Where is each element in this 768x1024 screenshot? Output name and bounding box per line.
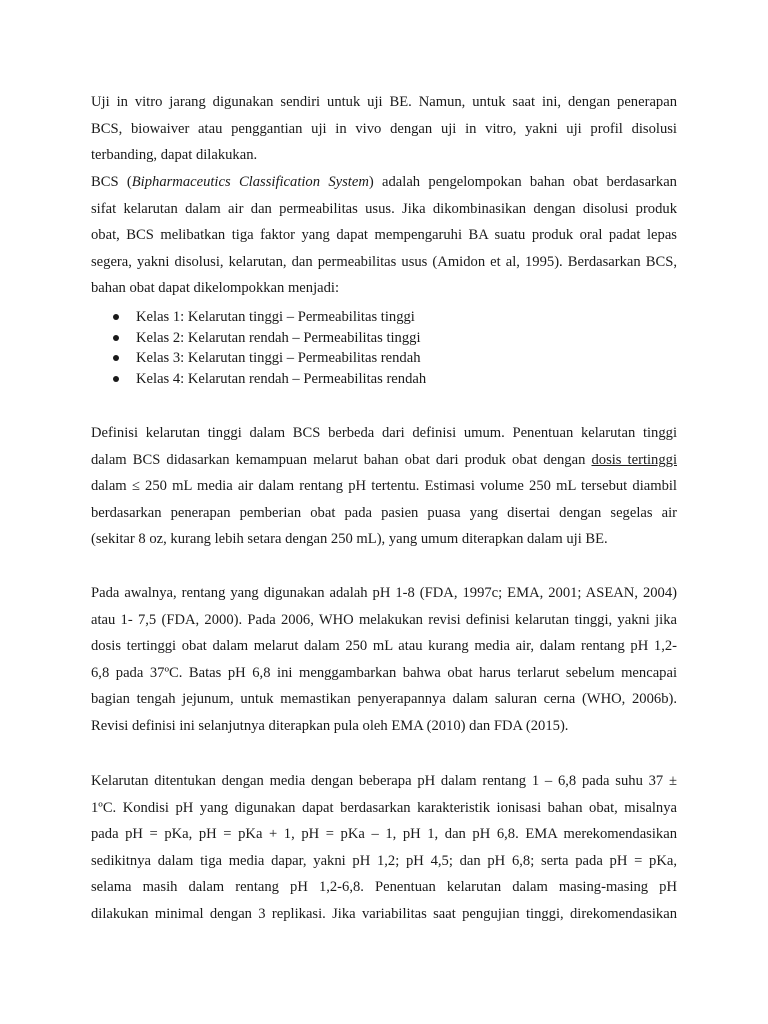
text-line — [91, 447, 677, 474]
text-run: BCS ( — [91, 174, 132, 190]
text-line: segera, yakni disolusi, kelarutan, dan permeabilitas usus (Amidon et al, 1995). Berdasarkan BCS, — [91, 253, 677, 270]
paragraph-text — [91, 580, 677, 739]
text-line: Pada awalnya, rentang yang digunakan adalah pH 1-8 (FDA, 1997c; EMA, 2001; ASEAN, 2004) — [91, 585, 677, 601]
text-line: 1ºC. Kondisi pH yang digunakan dapat berdasarkan karakteristik ionisasi bahan obat, misalnya — [91, 799, 677, 816]
text-line: Definisi kelarutan tinggi dalam BCS berbeda dari definisi umum. Penentuan kelarutan tinggi — [91, 425, 677, 441]
paragraph-solubility-test — [91, 768, 677, 927]
text-line: Uji in vitro jarang digunakan sendiri untuk uji BE. Namun, untuk saat ini, dengan penerapan — [91, 94, 677, 110]
text-line: atau 1- 7,5 (FDA, 2000). Pada 2006, WHO melakukan revisi definisi kelarutan tinggi, yakni jika — [91, 611, 677, 628]
text-line: Revisi definisi ini selanjutnya diterapkan pula oleh EMA (2010) dan FDA (2015). — [91, 717, 569, 734]
italic-term: Bipharmaceutics Classification System — [131, 174, 369, 190]
paragraph-high-solubility — [91, 420, 677, 553]
bcs-class-list — [91, 307, 677, 389]
text-line: Kelarutan ditentukan dengan media dengan beberapa pH dalam rentang 1 – 6,8 pada suhu 37 ± — [91, 773, 677, 789]
text-line: 6,8 pada 37ºC. Batas pH 6,8 ini menggambarkan bahwa obat harus terlarut sebelum mencapai — [91, 664, 677, 681]
text-line: berdasarkan penerapan pemberian obat pada pasien puasa yang disertai dengan segelas air — [91, 504, 677, 521]
list-item: Kelas 4: Kelarutan rendah – Permeabilitas rendah — [91, 369, 677, 390]
text-line — [91, 169, 677, 196]
list-item: Kelas 2: Kelarutan rendah – Permeabilitas tinggi — [91, 328, 677, 349]
text-line: selama masih dalam rentang pH 1,2-6,8. Penentuan kelarutan dalam masing-masing pH — [91, 879, 677, 895]
text-line: terbanding, dapat dilakukan. — [91, 147, 258, 163]
paragraph-text — [91, 420, 677, 553]
paragraph-text — [91, 768, 677, 927]
text-line: pada pH = pKa, pH = pKa + 1, pH = pKa – 1, pH 1, dan pH 6,8. EMA merekomendasikan — [91, 826, 677, 842]
text-line: dilakukan minimal dengan 3 replikasi. Jika variabilitas saat pengujian tinggi, direkomendasikan — [91, 905, 677, 922]
text-line: bagian tengah jejunum, untuk memastikan penyerapannya dalam saluran cerna (WHO, 2006b). — [91, 691, 677, 707]
underlined-term: dosis tertinggi — [591, 451, 677, 468]
text-line: obat, BCS melibatkan tiga faktor yang dapat mempengaruhi BA suatu produk oral padat lepas — [91, 227, 677, 243]
text-run: ) adalah pengelompokan bahan obat berdasarkan — [368, 174, 677, 190]
text-line: BCS, biowaiver atau penggantian uji in vivo dengan uji in vitro, yakni uji profil disolusi — [91, 120, 677, 137]
paragraph-text — [91, 169, 677, 302]
paragraph-bcs-definition — [91, 169, 677, 302]
text-line: sifat kelarutan dalam air dan permeabilitas usus. Jika dikombinasikan dengan disolusi produk — [91, 200, 677, 217]
list-item: Kelas 3: Kelarutan tinggi – Permeabilitas rendah — [91, 348, 677, 369]
paragraph-ph-range — [91, 580, 677, 739]
text-line: dalam ≤ 250 mL media air dalam rentang pH tertentu. Estimasi volume 250 mL tersebut diambil — [91, 478, 677, 494]
text-line: dosis tertinggi obat dalam melarut dalam 250 mL atau kurang media air, dalam rentang pH 1,2- — [91, 638, 677, 654]
list-item: Kelas 1: Kelarutan tinggi – Permeabilitas tinggi — [91, 307, 677, 328]
paragraph-text — [91, 89, 677, 169]
text-line: sedikitnya dalam tiga media dapar, yakni pH 1,2; pH 4,5; dan pH 6,8; serta pada pH = pKa, — [91, 852, 677, 869]
text-line: (sekitar 8 oz, kurang lebih setara dengan 250 mL), yang umum diterapkan dalam uji BE. — [91, 531, 608, 547]
paragraph-uji-in-vitro — [91, 89, 677, 169]
text-line: bahan obat dapat dikelompokkan menjadi: — [91, 280, 340, 296]
text-run: dalam BCS didasarkan kemampuan melarut bahan obat dari produk obat dengan — [91, 451, 592, 468]
